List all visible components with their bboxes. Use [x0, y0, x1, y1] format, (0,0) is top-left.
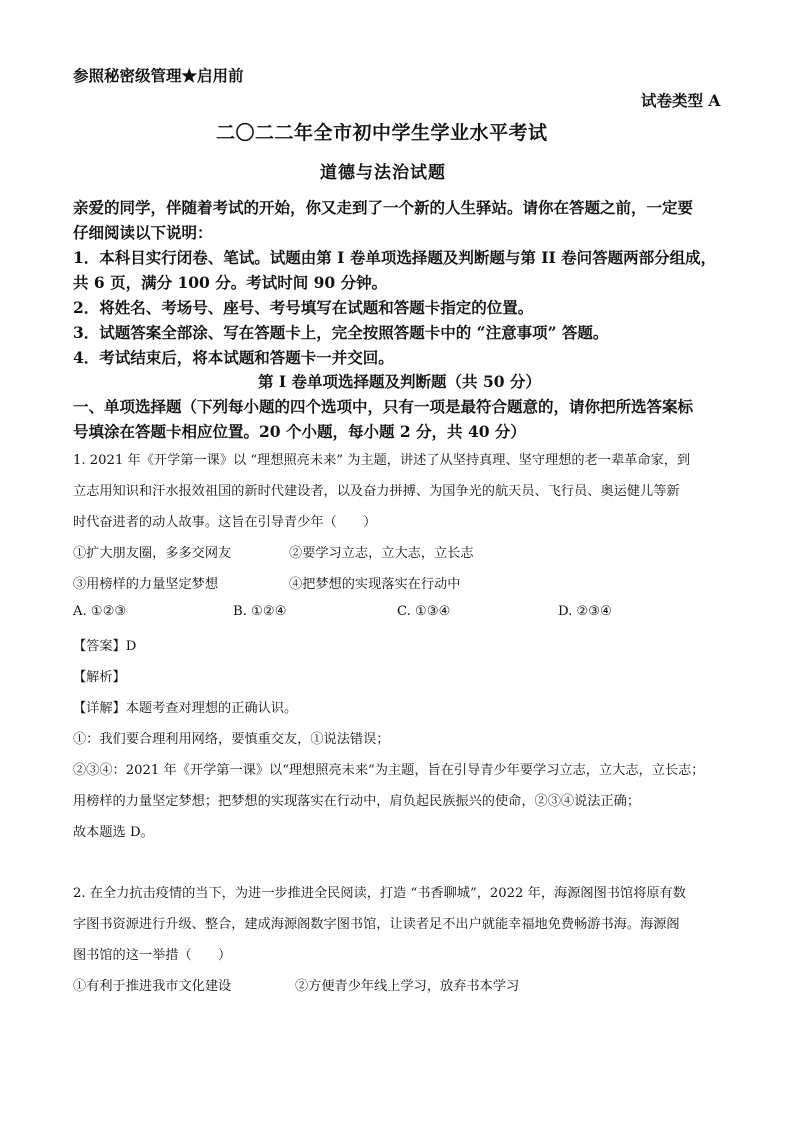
q1-statement-3: ③用榜样的力量坚定梦想 [73, 577, 219, 592]
q1-analysis-label: 【解析】 [73, 670, 126, 685]
intro-line-2: 仔细阅读以下说明： [73, 223, 213, 242]
q2-statement-2: ②方便青少年线上学习，放弃书本学习 [295, 979, 520, 994]
q2-stem-line-1: 2. 在全力抗击疫情的当下，为进一步推进全民阅读，打造 “书香聊城”，2022 年，海源阁图书馆将原有数 [73, 886, 686, 901]
part-instruction-line-1: 一、单项选择题（下列每小题的四个选项中，只有一项是最符合题意的，请你把所选答案标 [73, 397, 694, 416]
q1-stem-line-3: 时代奋进者的动人故事。这旨在引导青少年（ ） [73, 515, 377, 530]
q1-statement-4: ④把梦想的实现落实在行动中 [289, 577, 461, 592]
instruction-3: 3．试题答案全部涂、写在答题卡上，完全按照答题卡中的 “注意事项” 答题。 [73, 323, 609, 342]
part-instruction-line-2: 号填涂在答题卡相应位置。20 个小题，每小题 2 分，共 40 分） [73, 422, 526, 441]
section-heading: 第 I 卷单项选择题及判断题（共 50 分） [258, 372, 541, 391]
instruction-1-line-2: 共 6 页，满分 100 分。考试时间 90 分钟。 [73, 273, 388, 292]
q1-answer: 【答案】D [73, 639, 137, 654]
q1-choice-a: A. ①②③ [73, 604, 127, 619]
instruction-4: 4．考试结束后，将本试题和答题卡一并交回。 [73, 348, 394, 367]
q1-explanation-1: ①：我们要合理利用网络，要慎重交友，①说法错误； [73, 732, 390, 747]
q1-explanation-2: ②③④：2021 年《开学第一课》以“理想照亮未来”为主题，旨在引导青少年要学习立志，立大志，立长志； [73, 763, 705, 778]
intro-line-1: 亲爱的同学，伴随着考试的开始，你又走到了一个新的人生驿站。请你在答题之前，一定要 [73, 198, 694, 217]
q1-choice-d: D. ②③④ [558, 604, 612, 619]
paper-type-label: 试卷类型 A [641, 91, 721, 110]
q2-stem-line-3: 图书馆的这一举措（ ） [73, 948, 232, 963]
instruction-2: 2．将姓名、考场号、座号、考号填写在试题和答题卡指定的位置。 [73, 298, 534, 317]
q1-stem-line-2: 立志用知识和汗水报效祖国的新时代建设者，以及奋力拼搏、为国争光的航天员、飞行员、奥运健儿等新 [73, 484, 680, 499]
q1-statement-2: ②要学习立志，立大志，立长志 [289, 546, 474, 561]
q1-explanation-4: 故本题选 D。 [73, 825, 154, 840]
q2-statement-1: ①有利于推进我市文化建设 [73, 979, 232, 994]
secret-level-label: 参照秘密级管理★启用前 [73, 66, 244, 85]
exam-title: 二〇二二年全市初中学生学业水平考试 [216, 122, 548, 144]
q2-stem-line-2: 字图书资源进行升级、整合，建成海源阁数字图书馆，让读者足不出户就能幸福地免费畅游书海。海源阁 [73, 917, 680, 932]
exam-subject: 道德与法治试题 [320, 163, 446, 183]
q1-statement-1: ①扩大朋友圈，多多交网友 [73, 546, 232, 561]
instruction-1-line-1: 1．本科目实行闭卷、笔试。试题由第 I 卷单项选择题及判断题与第 II 卷问答题两部分组成， [73, 248, 717, 267]
q1-stem-line-1: 1. 2021 年《开学第一课》以 “理想照亮未来” 为主题，讲述了从坚持真理、坚守理想的老一辈革命家，到 [73, 453, 691, 468]
q1-explanation-3: 用榜样的力量坚定梦想；把梦想的实现落实在行动中，肩负起民族振兴的使命，②③④说法正确； [73, 794, 641, 809]
q1-choice-c: C. ①③④ [397, 604, 451, 619]
q1-choice-b: B. ①②④ [233, 604, 287, 619]
q1-detail: 【详解】本题考查对理想的正确认识。 [73, 701, 298, 716]
